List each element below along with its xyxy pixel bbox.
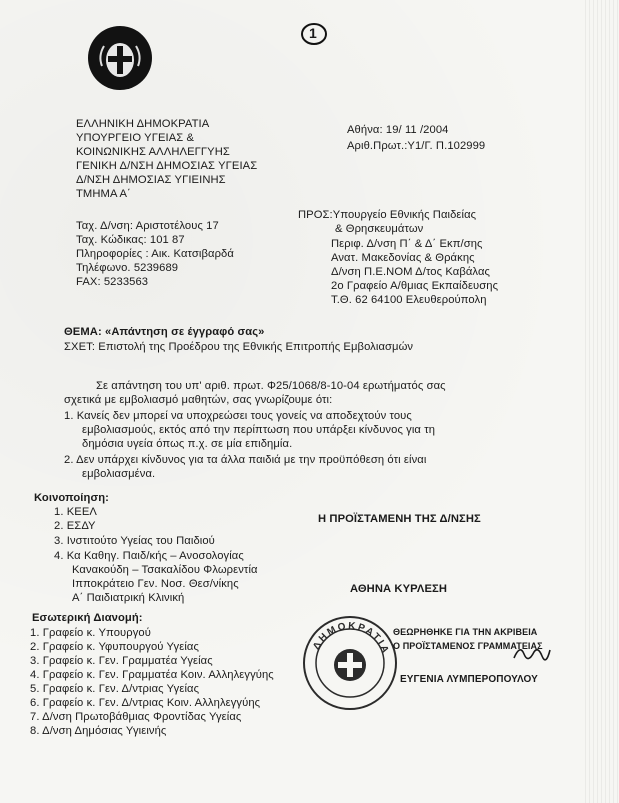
- contact-address: Ταχ. Δ/νση: Αριστοτέλους 17: [76, 220, 219, 232]
- cc-item: Α΄ Παιδιατρική Κλινική: [72, 592, 185, 604]
- internal-title: Εσωτερική Διανομή:: [32, 612, 143, 624]
- reference-line: ΣΧΕΤ: Επιστολή της Προέδρου της Εθνικής Επιτροπής Εμβολιασμών: [64, 341, 414, 353]
- header-line: ΓΕΝΙΚΗ Δ/ΝΣΗ ΔΗΜΟΣΙΑΣ ΥΓΕΙΑΣ: [76, 160, 258, 172]
- recipient-line: & Θρησκευμάτων: [335, 223, 424, 235]
- signature-name: ΑΘΗΝΑ ΚΥΡΛΕΣΗ: [350, 583, 448, 595]
- body-text: εμβολιασμούς, εκτός από την περίπτωση που υπάρξει κίνδυνος για τη: [82, 424, 436, 436]
- greek-emblem-icon: [88, 26, 152, 90]
- recipient-line: Δ/νση Π.Ε.ΝΟΜ Δ/τος Καβάλας: [331, 266, 491, 278]
- contact-info: Πληροφορίες : Αικ. Κατσιβαρδά: [76, 248, 234, 260]
- certification-line: Ο ΠΡΟΪΣΤΑΜΕΝΟΣ ΓΡΑΜΜΑΤΕΙΑΣ: [393, 641, 543, 651]
- recipient-line: Τ.Θ. 62 64100 Ελευθερούπολη: [331, 294, 487, 306]
- body-text: δημόσια υγεία όπως π.χ. σε μία επιδημία.: [82, 438, 293, 450]
- document-date: Αθήνα: 19/ 11 /2004: [347, 124, 449, 136]
- recipient-line: ΠΡΟΣ:Υπουργείο Εθνικής Παιδείας: [298, 209, 477, 221]
- cc-item: Ιπποκράτειο Γεν. Νοσ. Θεσ/νίκης: [72, 578, 239, 590]
- cc-title: Κοινοποίηση:: [34, 492, 109, 504]
- contact-postcode: Ταχ. Κώδικας: 101 87: [76, 234, 185, 246]
- header-line: ΚΟΙΝΩΝΙΚΗΣ ΑΛΛΗΛΕΓΓΥΗΣ: [76, 146, 230, 158]
- cc-item: 4. Κα Καθηγ. Παιδ/κής – Ανοσολογίας: [54, 550, 244, 562]
- internal-item: 8. Δ/νση Δημόσιας Υγιεινής: [30, 725, 167, 737]
- cc-item: 3. Ινστιτούτο Υγείας του Παιδιού: [54, 535, 215, 547]
- signature-title: Η ΠΡΟΪΣΤΑΜΕΝΗ ΤΗΣ Δ/ΝΣΗΣ: [318, 513, 481, 525]
- page-number: 1: [309, 25, 317, 41]
- cc-item: 1. ΚΕΕΛ: [54, 506, 97, 518]
- header-line: ΕΛΛΗΝΙΚΗ ΔΗΜΟΚΡΑΤΙΑ: [76, 118, 210, 130]
- signature-scribble-icon: [512, 640, 552, 664]
- protocol-number: Αριθ.Πρωτ.:Υ1/Γ. Π.102999: [347, 140, 486, 152]
- body-text: εμβολιασμένα.: [82, 468, 156, 480]
- recipient-line: Ανατ. Μακεδονίας & Θράκης: [331, 252, 475, 264]
- certification-line: ΘΕΩΡΗΘΗΚΕ ΓΙΑ ΤΗΝ ΑΚΡΙΒΕΙΑ: [393, 627, 538, 637]
- internal-item: 1. Γραφείο κ. Υπουργού: [30, 627, 151, 639]
- stamp-text: ΔΗΜΟΚΡΑΤΙΑ: [311, 620, 391, 657]
- subject-line: ΘΕΜΑ: «Απάντηση σε έγγραφό σας»: [64, 326, 265, 338]
- header-line: ΥΠΟΥΡΓΕΙΟ ΥΓΕΙΑΣ &: [76, 132, 195, 144]
- contact-phone: Τηλέφωνο. 5239689: [76, 262, 179, 274]
- certification-name: ΕΥΓΕΝΙΑ ΛΥΜΠΕΡΟΠΟΥΛΟΥ: [400, 674, 538, 685]
- body-text: 2. Δεν υπάρχει κίνδυνος για τα άλλα παιδιά με την προϋπόθεση ότι είναι: [64, 454, 427, 466]
- internal-item: 3. Γραφείο κ. Γεν. Γραμματέα Υγείας: [30, 655, 213, 667]
- contact-fax: FAX: 5233563: [76, 276, 149, 288]
- internal-item: 7. Δ/νση Πρωτοβάθμιας Φροντίδας Υγείας: [30, 711, 242, 723]
- internal-item: 2. Γραφείο κ. Υφυπουργού Υγείας: [30, 641, 199, 653]
- body-text: Σε απάντηση του υπ' αριθ. πρωτ. Φ25/1068/8-10-04 ερωτήματός σας: [96, 380, 446, 392]
- page-number-mark: [300, 20, 328, 48]
- internal-item: 4. Γραφείο κ. Γεν. Γραμματέα Κοιν. Αλληλεγγύης: [30, 669, 274, 681]
- cc-item: Κανακούδη – Τσακαλίδου Φλωρεντία: [72, 564, 258, 576]
- cc-item: 2. ΕΣΔΥ: [54, 520, 96, 532]
- internal-item: 5. Γραφείο κ. Γεν. Δ/ντριας Υγείας: [30, 683, 200, 695]
- internal-item: 6. Γραφείο κ. Γεν. Δ/ντριας Κοιν. Αλληλεγγύης: [30, 697, 261, 709]
- recipient-line: 2ο Γραφείο Α/θμιας Εκπαίδευσης: [331, 280, 499, 292]
- body-text: 1. Κανείς δεν μπορεί να υποχρεώσει τους γονείς να αποδεχτούν τους: [64, 410, 412, 422]
- recipient-line: Περιφ. Δ/νση Π΄ & Δ΄ Εκπ/σης: [331, 238, 483, 250]
- official-stamp: [300, 613, 400, 713]
- header-line: Δ/ΝΣΗ ΔΗΜΟΣΙΑΣ ΥΓΙΕΙΝΗΣ: [76, 174, 226, 186]
- scan-edge-noise: [585, 0, 619, 803]
- header-line: ΤΜΗΜΑ Α΄: [76, 188, 131, 200]
- body-text: σχετικά με εμβολιασμό μαθητών, σας γνωρίζουμε ότι:: [64, 394, 333, 406]
